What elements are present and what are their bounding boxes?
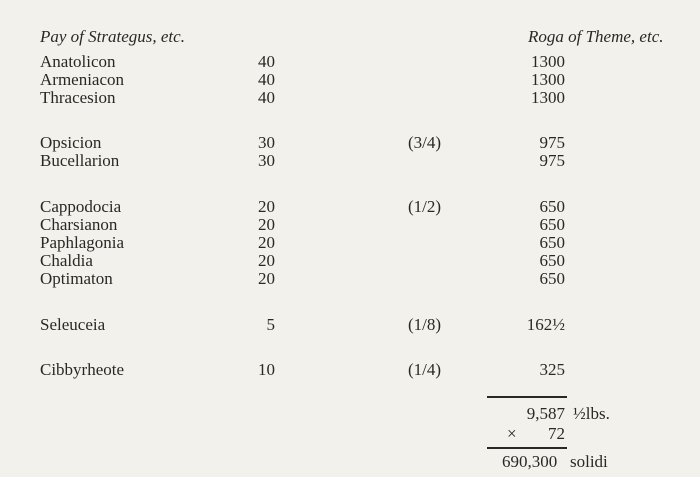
strategus-pay: 40 xyxy=(258,88,275,107)
theme-name: Opsicion xyxy=(40,133,102,152)
theme-name: Bucellarion xyxy=(40,151,120,170)
theme-name: Thracesion xyxy=(40,88,116,107)
theme-name: Optimaton xyxy=(40,269,113,288)
product-rule xyxy=(487,447,567,449)
roga-value: 650 xyxy=(539,215,565,234)
strategus-pay: 40 xyxy=(258,70,275,89)
fraction: (1/4) xyxy=(408,360,442,379)
subtotal-unit: ½lbs. xyxy=(573,404,610,423)
roga-value: 1300 xyxy=(531,70,565,89)
subtotal-value: 9,587 xyxy=(526,404,565,423)
theme-name: Armeniacon xyxy=(40,70,125,89)
strategus-pay: 30 xyxy=(258,133,275,152)
roga-value: 1300 xyxy=(531,52,565,71)
roga-value: 650 xyxy=(539,197,565,216)
roga-value: 650 xyxy=(539,269,565,288)
roga-value: 325 xyxy=(539,360,565,379)
multiplier-value: 72 xyxy=(548,424,565,443)
theme-name: Chaldia xyxy=(40,251,93,270)
theme-name: Seleuceia xyxy=(40,315,106,334)
roga-value: 1300 xyxy=(531,88,565,107)
roga-value: 975 xyxy=(539,151,565,170)
strategus-pay: 40 xyxy=(258,52,275,71)
header-roga-of-theme: Roga of Theme, etc. xyxy=(528,27,664,46)
theme-name: Charsianon xyxy=(40,215,118,234)
theme-name: Cappodocia xyxy=(40,197,122,216)
roga-value: 650 xyxy=(539,233,565,252)
strategus-pay: 20 xyxy=(258,197,275,216)
strategus-pay: 5 xyxy=(266,315,275,334)
total-value: 690,300 xyxy=(502,452,558,471)
roga-value: 975 xyxy=(539,133,565,152)
roga-value: 162½ xyxy=(526,315,565,334)
strategus-pay: 10 xyxy=(258,360,275,379)
fraction: (1/8) xyxy=(408,315,442,334)
total-unit: solidi xyxy=(570,452,608,471)
fraction: (3/4) xyxy=(408,133,442,152)
strategus-pay: 20 xyxy=(258,233,275,252)
fraction: (1/2) xyxy=(408,197,442,216)
strategus-pay: 20 xyxy=(258,269,275,288)
sum-rule xyxy=(487,396,567,398)
multiplier-sign: × xyxy=(507,424,517,443)
theme-name: Anatolicon xyxy=(40,52,116,71)
strategus-pay: 20 xyxy=(258,251,275,270)
theme-name: Paphlagonia xyxy=(40,233,125,252)
header-pay-of-strategus: Pay of Strategus, etc. xyxy=(40,27,185,46)
strategus-pay: 20 xyxy=(258,215,275,234)
roga-value: 650 xyxy=(539,251,565,270)
theme-name: Cibbyrheote xyxy=(40,360,125,379)
strategus-pay: 30 xyxy=(258,151,275,170)
